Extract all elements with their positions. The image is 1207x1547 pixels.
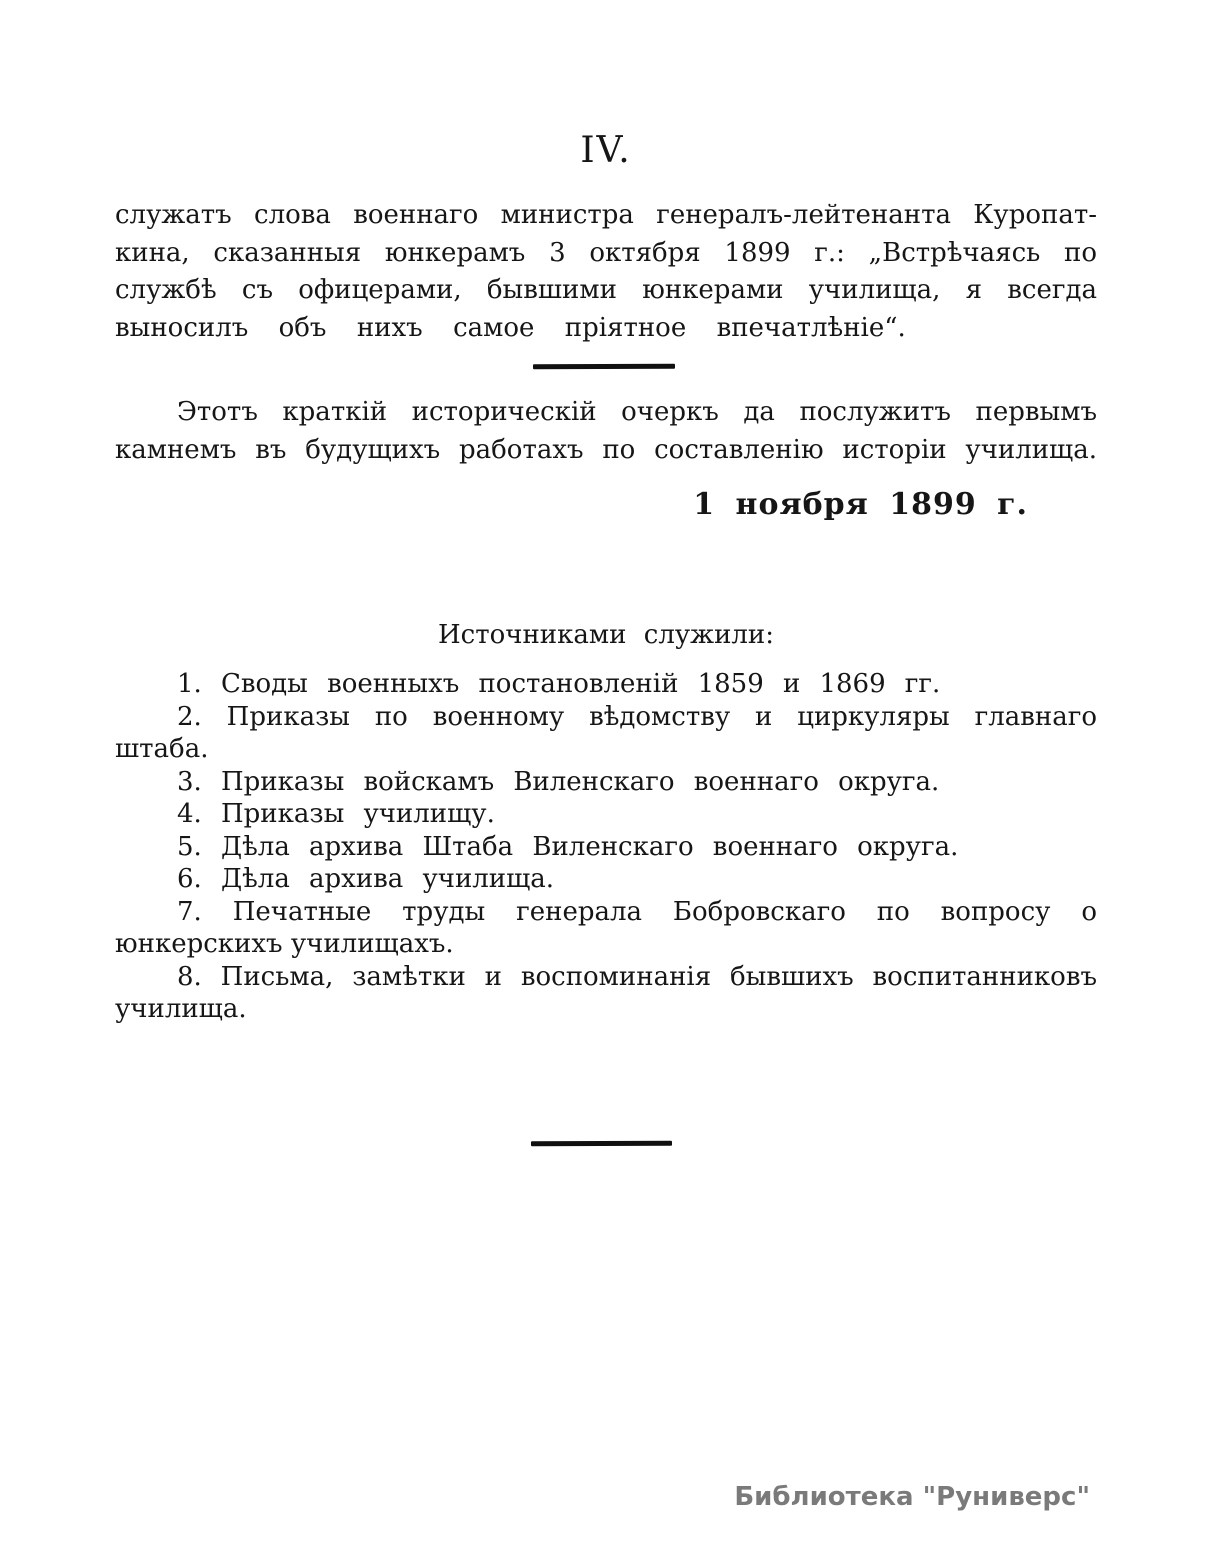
library-watermark: Библиотека "Руниверс" <box>734 1482 1090 1512</box>
text-line: 8. Письма, замѣтки и воспоминанія бывшихъ воспитанниковъ <box>177 961 1097 992</box>
text-line: 2. Приказы по военному вѣдомству и циркуляры главнаго <box>177 701 1097 732</box>
sources-list <box>115 668 1097 1026</box>
text-line: штаба. <box>115 734 209 764</box>
text-line: 6. Дѣла архива училища. <box>177 864 555 894</box>
chapter-number-heading: IV. <box>580 130 632 171</box>
text-line: юнкерскихъ училищахъ. <box>115 929 454 959</box>
text-line: 1. Своды военныхъ постановленій 1859 и 1869 гг. <box>177 669 941 699</box>
text-line: 4. Приказы училищу. <box>177 799 495 829</box>
source-item <box>115 798 1097 831</box>
text-line: Этотъ краткій историческій очеркъ да послужитъ первымъ <box>177 397 1097 427</box>
text-line: служатъ слова военнаго министра генералъ-лейтенанта Куропат- <box>115 200 1097 230</box>
closing-paragraph <box>115 394 1097 469</box>
source-item <box>115 961 1097 1026</box>
text-line: училища. <box>115 994 247 1024</box>
text-line: службѣ съ офицерами, бывшими юнкерами училища, я всегда <box>115 275 1097 305</box>
text-line: 5. Дѣла архива Штаба Виленскаго военнаго округа. <box>177 831 959 862</box>
end-divider-rule <box>531 1141 672 1147</box>
quote-paragraph <box>115 197 1097 347</box>
source-item <box>115 863 1097 896</box>
source-item <box>115 668 1097 701</box>
text-line: 3. Приказы войскамъ Виленскаго военнаго округа. <box>177 766 940 797</box>
text-line: камнемъ въ будущихъ работахъ по составленію исторіи училища. <box>115 434 1097 465</box>
dateline: 1 ноября 1899 г. <box>693 487 1028 522</box>
text-line: 7. Печатные труды генерала Бобровскаго по вопросу о <box>177 896 1097 927</box>
text-line: выносилъ объ нихъ самое пріятное впечатлѣніе“. <box>115 312 906 343</box>
text-line: кина, сказанныя юнкерамъ 3 октября 1899 г.: „Встрѣчаясь по <box>115 237 1097 268</box>
source-item <box>115 701 1097 766</box>
source-item <box>115 766 1097 799</box>
source-item <box>115 896 1097 961</box>
sources-heading: Источниками служили: <box>437 620 775 650</box>
source-item <box>115 831 1097 864</box>
section-divider-rule <box>533 364 675 370</box>
